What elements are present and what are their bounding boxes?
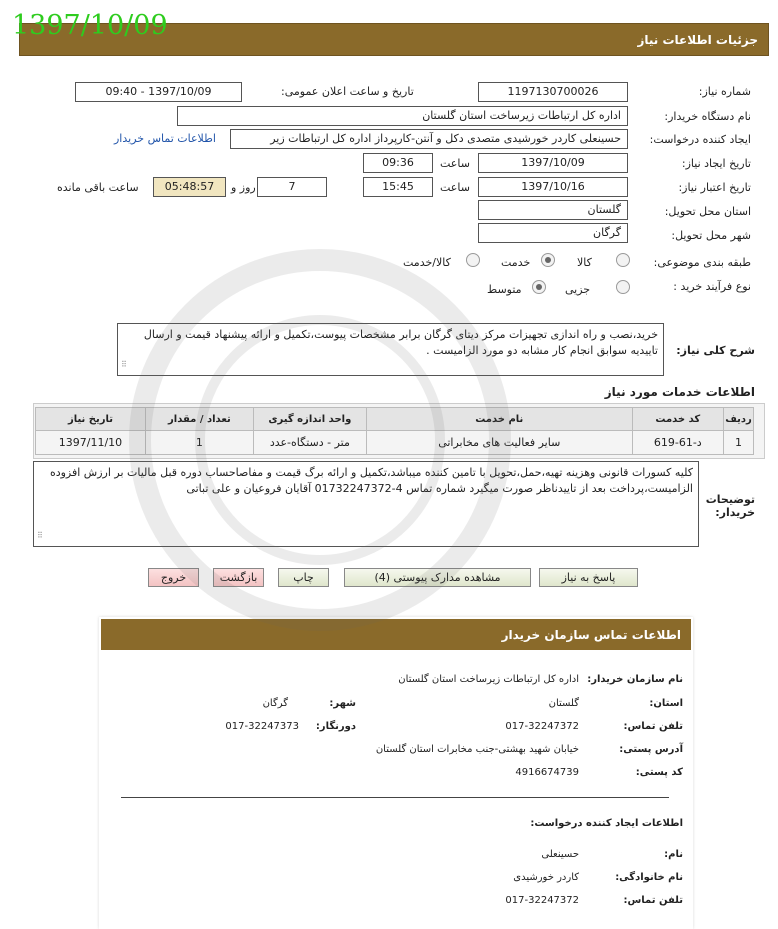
category-both-label: کالا/خدمت bbox=[403, 256, 451, 269]
col-qty: تعداد / مقدار bbox=[145, 408, 253, 431]
cell-unit: متر - دستگاه-عدد bbox=[253, 431, 366, 455]
days-field[interactable]: 7 bbox=[257, 177, 327, 197]
services-table bbox=[35, 407, 754, 455]
date-stamp: 1397/10/09 bbox=[12, 10, 168, 41]
buyer-org-field[interactable]: اداره کل ارتباطات زیرساخت استان گلستان bbox=[177, 106, 628, 126]
valid-date-field[interactable]: 1397/10/16 bbox=[478, 177, 628, 197]
cell-date: 1397/11/10 bbox=[36, 431, 146, 455]
process-minor-radio[interactable] bbox=[616, 280, 630, 294]
category-service-label: خدمت bbox=[501, 256, 531, 269]
city-label: شهر: bbox=[329, 698, 356, 709]
cell-row: 1 bbox=[724, 431, 754, 455]
cell-qty: 1 bbox=[145, 431, 253, 455]
phone-label: تلفن تماس: bbox=[623, 721, 683, 732]
address-label: آدرس پستی: bbox=[619, 744, 683, 755]
org-label: نام سازمان خریدار: bbox=[587, 674, 683, 685]
process-medium-radio[interactable] bbox=[532, 280, 546, 294]
creator-label: ایجاد کننده درخواست: bbox=[649, 133, 751, 146]
postal-value: 4916674739 bbox=[515, 767, 579, 778]
city-value: گرگان bbox=[262, 698, 288, 709]
city-label: شهر محل تحویل: bbox=[671, 229, 751, 242]
address-value: خیابان شهید بهشتی-جنب مخابرات استان گلستان bbox=[375, 744, 579, 755]
name-value: حسینعلی bbox=[541, 849, 579, 860]
print-button[interactable]: چاپ bbox=[278, 568, 329, 587]
name-label: نام: bbox=[664, 849, 683, 860]
col-code: کد خدمت bbox=[632, 408, 723, 431]
fax-value: 017-32247373 bbox=[225, 721, 299, 732]
created-time-label: ساعت bbox=[440, 157, 470, 170]
days-label: روز و bbox=[231, 181, 256, 194]
created-date-field[interactable]: 1397/10/09 bbox=[478, 153, 628, 173]
resize-grip-icon[interactable]: ⠿ bbox=[37, 531, 43, 540]
creator-section-title: اطلاعات ایجاد کننده درخواست: bbox=[530, 818, 683, 829]
org-value: اداره کل ارتباطات زیرساخت استان گلستان bbox=[398, 674, 579, 685]
reply-button[interactable]: پاسخ به نیاز bbox=[539, 568, 638, 587]
col-name: نام خدمت bbox=[366, 408, 632, 431]
process-medium-label: متوسط bbox=[487, 283, 522, 296]
fax-label: دورنگار: bbox=[315, 721, 356, 732]
family-value: کاردر خورشیدی bbox=[513, 872, 579, 883]
attachments-button[interactable]: مشاهده مدارک پیوستی (4) bbox=[344, 568, 531, 587]
category-goods-radio[interactable] bbox=[616, 253, 630, 267]
category-both-radio[interactable] bbox=[466, 253, 480, 267]
buyer-contact-link[interactable]: اطلاعات تماس خریدار bbox=[114, 132, 216, 145]
buyer-contact-panel bbox=[99, 617, 693, 929]
contact-panel-header bbox=[101, 619, 691, 650]
city-field[interactable]: گرگان bbox=[478, 223, 628, 243]
table-row bbox=[36, 431, 754, 455]
province-label: استان: bbox=[649, 698, 683, 709]
process-minor-label: جزیی bbox=[565, 283, 591, 296]
creator-field[interactable]: حسینعلی کاردر خورشیدی متصدی دکل و آنتن-کارپرداز اداره کل ارتباطات زیر bbox=[230, 129, 628, 149]
services-title: اطلاعات خدمات مورد نیاز bbox=[604, 385, 755, 399]
need-details-frame bbox=[19, 23, 769, 625]
buyer-notes-label: توضیحات خریدار: bbox=[705, 493, 755, 519]
category-goods-label: کالا bbox=[577, 256, 592, 269]
valid-date-label: تاریخ اعتبار نیاز: bbox=[678, 181, 751, 194]
announce-field[interactable]: 1397/10/09 - 09:40 bbox=[75, 82, 242, 102]
col-date: تاریخ نیاز bbox=[36, 408, 146, 431]
province-label: استان محل تحویل: bbox=[664, 205, 751, 218]
creator-phone-value: 017-32247372 bbox=[505, 895, 579, 906]
col-unit: واحد اندازه گیری bbox=[253, 408, 366, 431]
buyer-notes-textarea[interactable] bbox=[33, 461, 699, 547]
need-number-field[interactable]: 1197130700026 bbox=[478, 82, 628, 102]
page-title: جزئيات اطلاعات نياز bbox=[637, 33, 758, 47]
province-value: گلستان bbox=[548, 698, 579, 709]
cell-code: د-61-619 bbox=[632, 431, 723, 455]
divider bbox=[121, 797, 669, 798]
creator-phone-label: تلفن تماس: bbox=[623, 895, 683, 906]
need-number-label: شماره نیاز: bbox=[698, 85, 751, 98]
process-label: نوع فرآیند خرید : bbox=[673, 280, 751, 293]
description-text: خرید،نصب و راه اندازی تجهیزات مرکز دیتای گرگان برابر مشخصات پیوست،تکمیل و ارائه پیشنهاد قیمت و ارسال تاییدیه سوابق انجام کار مشابه دو مورد الزامیست . bbox=[143, 328, 658, 357]
category-label: طبقه بندی موضوعی: bbox=[653, 256, 751, 269]
description-textarea[interactable] bbox=[117, 323, 664, 376]
postal-label: کد پستی: bbox=[635, 767, 683, 778]
phone-value: 017-32247372 bbox=[505, 721, 579, 732]
cell-name: سایر فعالیت های مخابراتی bbox=[366, 431, 632, 455]
valid-time-field[interactable]: 15:45 bbox=[363, 177, 433, 197]
announce-label: تاریخ و ساعت اعلان عمومی: bbox=[281, 85, 414, 98]
col-row: ردیف bbox=[724, 408, 754, 431]
resize-grip-icon[interactable]: ⠿ bbox=[121, 360, 127, 369]
exit-button[interactable]: خروج bbox=[148, 568, 199, 587]
description-label: شرح کلی نیاز: bbox=[676, 344, 755, 357]
remaining-label: ساعت باقی مانده bbox=[57, 181, 139, 194]
contact-panel-title: اطلاعات تماس سازمان خریدار bbox=[501, 628, 681, 642]
buyer-org-label: نام دستگاه خریدار: bbox=[664, 110, 751, 123]
family-label: نام خانوادگی: bbox=[615, 872, 683, 883]
category-service-radio[interactable] bbox=[541, 253, 555, 267]
created-time-field[interactable]: 09:36 bbox=[363, 153, 433, 173]
remaining-time-field: 05:48:57 bbox=[153, 177, 226, 197]
province-field[interactable]: گلستان bbox=[478, 200, 628, 220]
created-date-label: تاریخ ایجاد نیاز: bbox=[681, 157, 751, 170]
buyer-notes-text: کلیه کسورات قانونی وهزینه تهیه،حمل،تحویل با تامین کننده میباشد،تکمیل و ارائه برگ قیمت و مفاصاحساب دوره قبل مالیات بر ارزش افزوده الزامیست،پرداخت بعد از تاییدناظر صورت میگیرد شماره تماس 4-01732247372 آقایان فروعیان و علی تباتی bbox=[49, 466, 693, 495]
valid-time-label: ساعت bbox=[440, 181, 470, 194]
back-button[interactable]: بازگشت bbox=[213, 568, 264, 587]
